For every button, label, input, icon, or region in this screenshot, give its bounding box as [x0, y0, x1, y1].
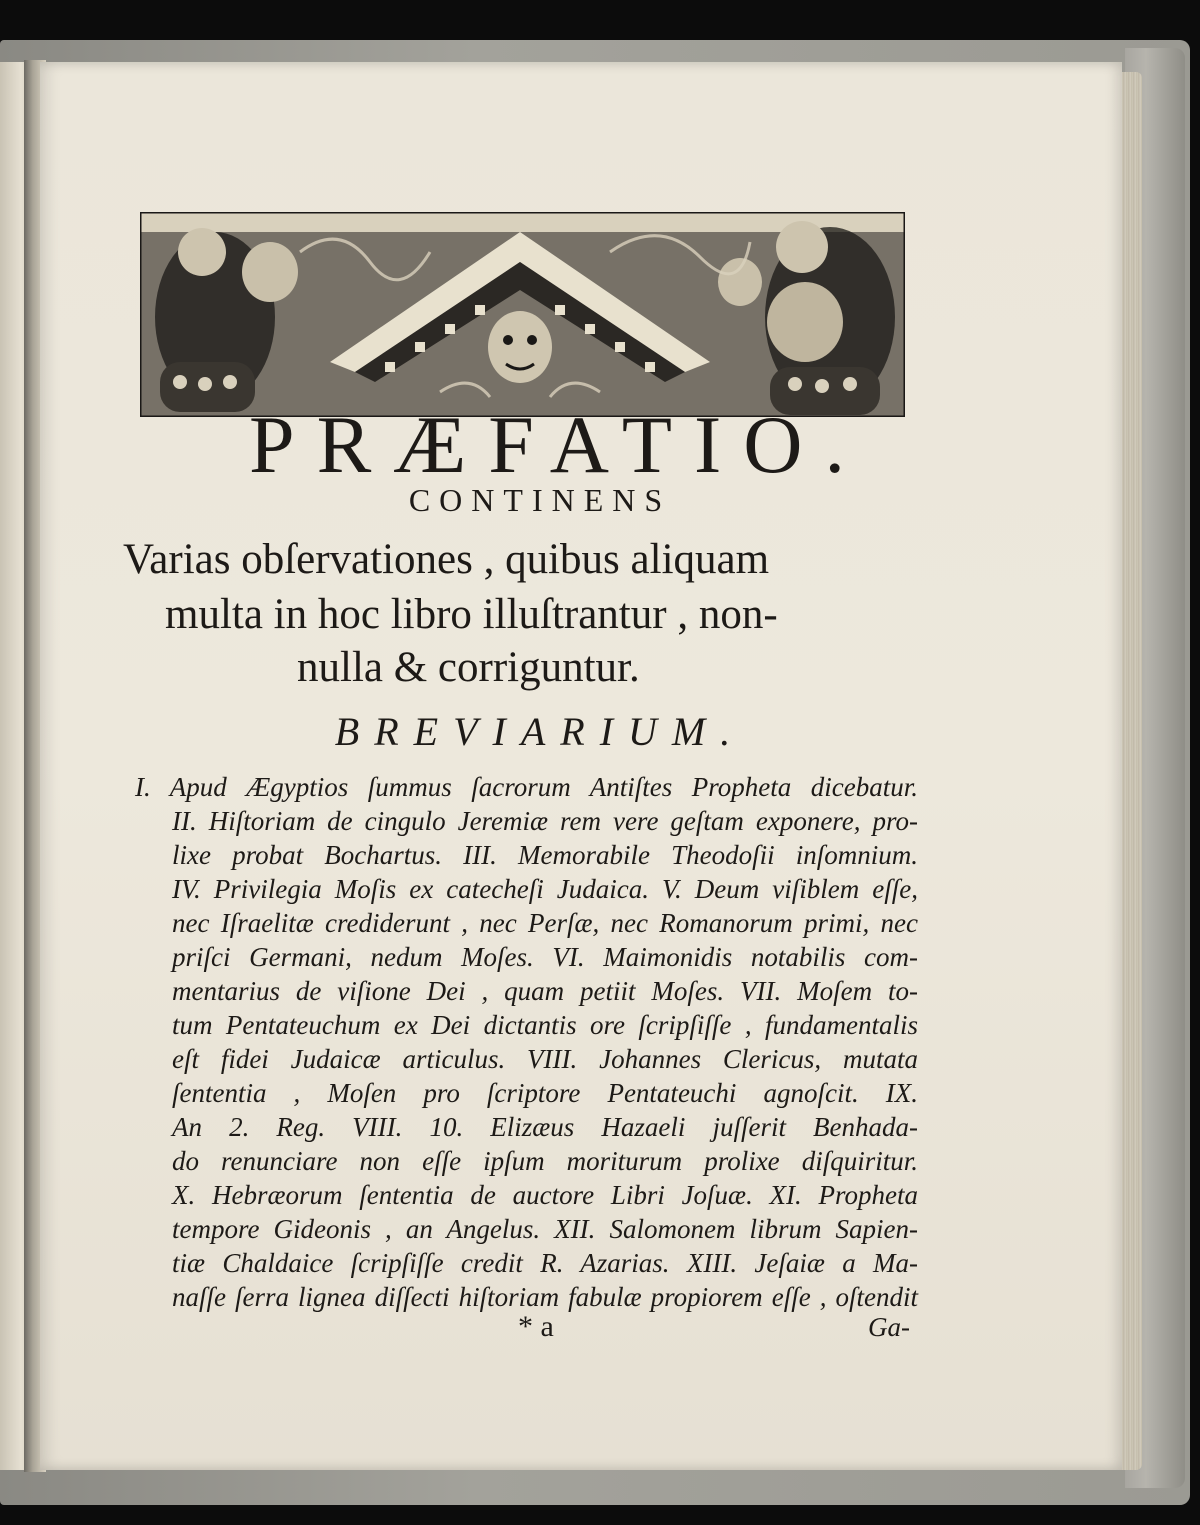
text-line: naſſe ſerra lignea diſſecti hiſtoriam fabulæ propiorem eſſe , oſtendit: [172, 1282, 918, 1312]
signature-mark: * a: [518, 1310, 554, 1343]
subtitle-line: multa in hoc libro illuſtrantur , non-: [165, 591, 778, 638]
catchword: Ga-: [868, 1312, 910, 1342]
text-line: An 2. Reg. VIII. 10. Elizæus Hazaeli juſſerit Benhada-: [172, 1112, 918, 1142]
text-line: nec Iſraelitæ crediderunt , nec Perſæ, nec Romanorum primi, nec: [172, 908, 918, 938]
text-line: X. Hebræorum ſententia de auctore Libri Joſuæ. XI. Propheta: [172, 1180, 918, 1210]
text-line: tum Pentateuchum ex Dei dictantis ore ſcripſiſſe , fundamentalis: [172, 1010, 918, 1040]
text-line: lixe probat Bochartus. III. Memorabile Theodoſii inſomnium.: [172, 840, 918, 870]
text-line: II. Hiſtoriam de cingulo Jeremiæ rem vere geſtam exponere, pro-: [172, 806, 918, 836]
subtitle-line: nulla & corriguntur.: [297, 644, 640, 691]
subtitle-line: Varias obſervationes , quibus aliquam: [123, 536, 770, 583]
text-line: eſt fidei Judaicæ articulus. VIII. Johannes Clericus, mutata: [172, 1044, 918, 1074]
section-heading: BREVIARIUM.: [334, 709, 746, 754]
text-line: mentarius de viſione Dei , quam petiit Moſes. VII. Moſem to-: [172, 976, 918, 1006]
text-line: tempore Gideonis , an Angelus. XII. Salomonem librum Sapien-: [172, 1214, 918, 1244]
text-line: ſententia , Moſen pro ſcriptore Pentateuchi agnoſcit. IX.: [172, 1078, 918, 1108]
page-title: PRÆFATIO.: [249, 399, 867, 490]
text-line: I. Apud Ægyptios ſummus ſacrorum Antiſtes Propheta dicebatur.: [135, 772, 918, 802]
text-line: do renunciare non eſſe ipſum moriturum prolixe diſquiritur.: [172, 1146, 918, 1176]
text-line: tiæ Chaldaice ſcripſiſſe credit R. Azarias. XIII. Jeſaiæ a Ma-: [172, 1248, 918, 1278]
page-subtitle: CONTINENS: [408, 482, 672, 518]
text-line: IV. Privilegia Moſis ex catecheſi Judaica. V. Deum viſiblem eſſe,: [172, 874, 918, 904]
text-line: priſci Germani, nedum Moſes. VI. Maimonidis notabilis com-: [172, 942, 918, 972]
page-text: [40, 0, 1040, 1525]
